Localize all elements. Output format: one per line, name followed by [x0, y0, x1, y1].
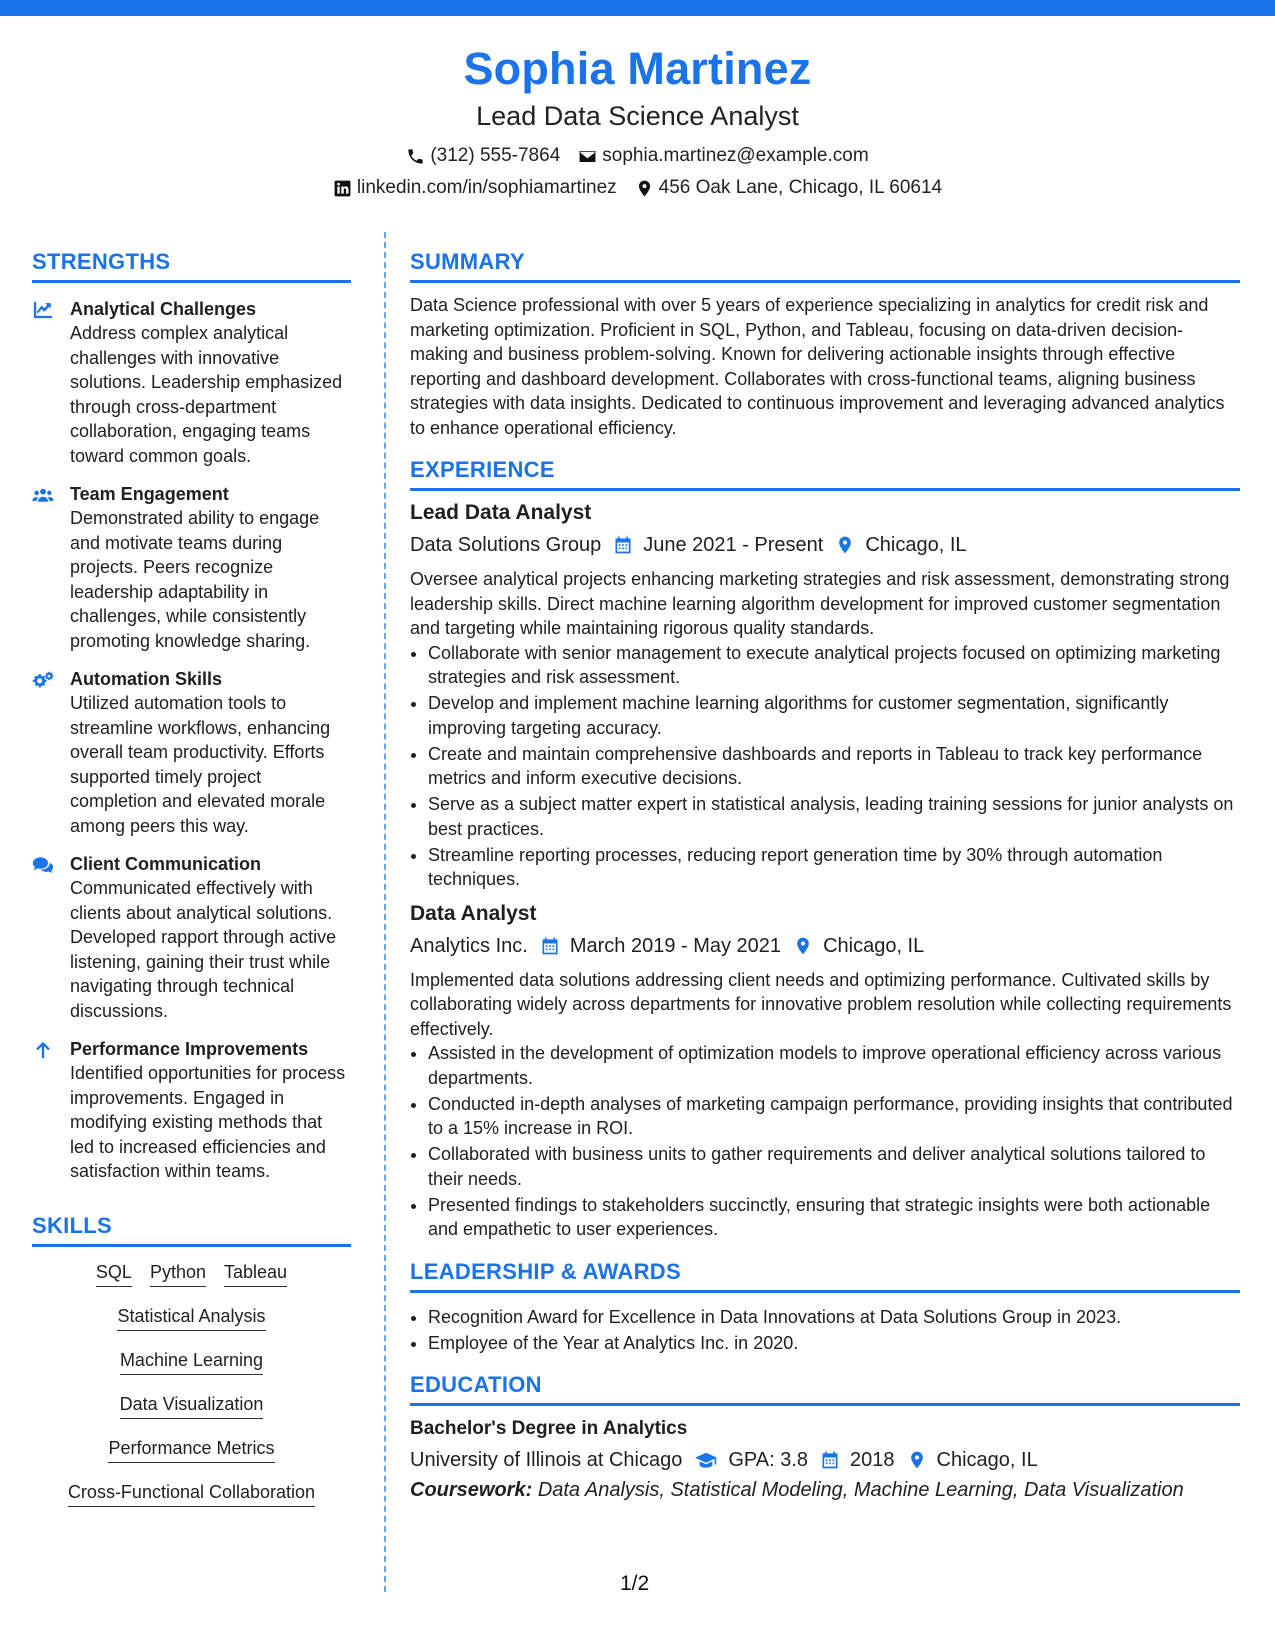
- skill-tag: Statistical Analysis: [117, 1305, 265, 1331]
- strength-item: [32, 852, 351, 1023]
- list-item: • Conducted in-depth analyses of marketing campaign performance, providing insights that contributed to a 15% increase in ROI.: [428, 1092, 1240, 1141]
- envelope-icon: [578, 147, 597, 166]
- address-contact: [635, 176, 942, 200]
- strengths-heading: STRENGTHS: [32, 248, 351, 283]
- skill-tag: Machine Learning: [120, 1349, 263, 1375]
- calendar-icon: [820, 1450, 840, 1470]
- strength-desc: Address complex analytical challenges with innovative solutions. Leadership emphasized through cross-department collaboration, engaging teams toward common goals.: [70, 323, 343, 466]
- comments-icon: [32, 855, 54, 875]
- email-text: sophia.martinez@example.com: [602, 145, 869, 166]
- list-item: • Collaborate with senior management to execute analytical projects focused on optimizing marketing strategies and risk assessment.: [428, 641, 1240, 690]
- phone-text: (312) 555-7864: [430, 145, 561, 166]
- job-company: Data Solutions Group: [410, 534, 602, 556]
- summary-heading: SUMMARY: [410, 248, 1240, 283]
- job-description: Implemented data solutions addressing client needs and optimizing performance. Cultivated skills by collaborating widely across departments for innovative problem resolution while collecting requirements effectively.: [410, 969, 1232, 1039]
- strength-item: [32, 1037, 351, 1184]
- job-dates: March 2019 - May 2021: [569, 934, 782, 957]
- calendar-icon: [540, 936, 560, 956]
- map-pin-icon: [635, 179, 654, 198]
- list-item: • Employee of the Year at Analytics Inc. in 2020.: [428, 1331, 1240, 1356]
- right-column: [410, 248, 1240, 1504]
- summary-text: Data Science professional with over 5 years of experience specializing in analytics for credit risk and marketing optimization. Proficient in SQL, Python, and Tableau, focusing on data-driven decision-making and business problem-solving. Known for delivering actionable insights through effective reporting and dashboard development. Collaborates with cross-functional teams, aligning business strategies with data insights. Dedicated to continuous improvement and leveraging advanced analytics to enhance operational efficiency.: [410, 295, 1225, 438]
- strength-title: Client Communication: [70, 854, 262, 874]
- job-description: Oversee analytical projects enhancing marketing strategies and risk assessment, demonstrating strong leadership skills. Direct machine learning algorithm development for improved customer segmentation and targeting while maintaining rigorous quality standards.: [410, 569, 1230, 638]
- strength-desc: Identified opportunities for process improvements. Engaged in modifying existing methods that led to increased efficiencies and satisfaction within teams.: [70, 1063, 346, 1181]
- list-item: • Collaborated with business units to gather requirements and deliver analytical solutions tailored to their needs.: [428, 1142, 1240, 1191]
- list-item: • Recognition Award for Excellence in Data Innovations at Data Solutions Group in 2023.: [428, 1305, 1240, 1330]
- job-meta: [410, 932, 1240, 960]
- gpa-text: GPA: 3.8: [728, 1449, 809, 1471]
- candidate-title: Lead Data Science Analyst: [476, 101, 799, 131]
- resume-header: [0, 40, 1275, 200]
- school-name: University of Illinois at Chicago: [410, 1449, 683, 1471]
- map-pin-icon: [907, 1450, 927, 1470]
- skill-tag: Python: [150, 1261, 206, 1287]
- education-meta: [410, 1446, 1240, 1474]
- job-location: Chicago, IL: [865, 534, 967, 556]
- strength-item: [32, 482, 351, 653]
- graduation-year: 2018: [850, 1449, 895, 1471]
- job-company: Analytics Inc.: [410, 934, 528, 957]
- job-meta: [410, 531, 1240, 559]
- strength-title: Analytical Challenges: [70, 299, 257, 319]
- list-item: • Develop and implement machine learning algorithms for customer segmentation, significantly improving targeting accuracy.: [428, 691, 1240, 740]
- top-accent-bar: [0, 0, 1275, 16]
- experience-heading: EXPERIENCE: [410, 456, 1240, 491]
- awards-list: [410, 1305, 1240, 1356]
- coursework-label: Coursework:: [410, 1479, 533, 1501]
- list-item: • Streamline reporting processes, reducing report generation time by 30% through automation techniques.: [428, 843, 1240, 892]
- skills-list: [32, 1261, 351, 1507]
- arrow-up-icon: [32, 1040, 54, 1060]
- column-divider: [384, 232, 386, 1592]
- users-icon: [32, 485, 54, 505]
- left-column: [32, 248, 351, 1525]
- calendar-icon: [613, 535, 633, 555]
- strength-item: [32, 297, 351, 468]
- job-location: Chicago, IL: [823, 934, 925, 957]
- skill-tag: SQL: [96, 1261, 132, 1287]
- gears-icon: [32, 670, 54, 690]
- job-title: Data Analyst: [410, 901, 537, 925]
- job-title: Lead Data Analyst: [410, 501, 592, 524]
- list-item: • Presented findings to stakeholders succinctly, ensuring that strategic insights were both actionable and empathetic to user experiences.: [428, 1193, 1240, 1242]
- strength-desc: Demonstrated ability to engage and motivate teams during projects. Peers recognize leadership adaptability in challenges, while consistently promoting knowledge sharing.: [70, 508, 320, 651]
- contact-line-2: [0, 176, 1275, 200]
- skill-tag: Data Visualization: [120, 1393, 264, 1419]
- skill-tag: Cross-Functional Collaboration: [68, 1481, 315, 1507]
- strength-desc: Communicated effectively with clients about analytical solutions. Developed rapport through active listening, gaining their trust while navigating through technical discussions.: [70, 878, 337, 1021]
- school-location: Chicago, IL: [936, 1449, 1038, 1471]
- education-heading: EDUCATION: [410, 1371, 1240, 1406]
- skills-heading: SKILLS: [32, 1212, 351, 1247]
- skill-tag: Tableau: [224, 1261, 287, 1287]
- chart-line-icon: [32, 300, 54, 320]
- job-bullets: [410, 641, 1240, 892]
- degree-title: Bachelor's Degree in Analytics: [410, 1418, 688, 1439]
- map-pin-icon: [835, 535, 855, 555]
- phone-contact[interactable]: [406, 144, 560, 168]
- skill-tag: Performance Metrics: [108, 1437, 274, 1463]
- map-pin-icon: [793, 936, 813, 956]
- strength-desc: Utilized automation tools to streamline workflows, enhancing overall team productivity. Efforts supported timely project completion and elevated morale among peers this way.: [70, 693, 331, 836]
- page-number: 1/2: [620, 1572, 650, 1595]
- leadership-heading: LEADERSHIP & AWARDS: [410, 1258, 1240, 1293]
- strength-title: Team Engagement: [70, 484, 229, 504]
- list-item: • Assisted in the development of optimization models to improve operational efficiency across various departments.: [428, 1041, 1240, 1090]
- linkedin-contact[interactable]: [333, 176, 617, 200]
- list-item: • Serve as a subject matter expert in statistical analysis, leading training sessions for junior analysts on best practices.: [428, 792, 1240, 841]
- linkedin-icon: [333, 179, 352, 198]
- email-contact[interactable]: [578, 144, 868, 168]
- coursework-text: Data Analysis, Statistical Modeling, Machine Learning, Data Visualization: [537, 1479, 1184, 1501]
- candidate-name: Sophia Martinez: [463, 43, 812, 94]
- contact-line-1: [0, 144, 1275, 168]
- address-text: 456 Oak Lane, Chicago, IL 60614: [658, 177, 943, 198]
- list-item: • Create and maintain comprehensive dashboards and reports in Tableau to track key performance metrics and inform executive decisions.: [428, 742, 1240, 791]
- strength-item: [32, 667, 351, 838]
- job-dates: June 2021 - Present: [643, 534, 824, 556]
- graduation-cap-icon: [694, 1450, 718, 1470]
- phone-icon: [406, 147, 425, 166]
- strength-title: Performance Improvements: [70, 1039, 309, 1059]
- strength-title: Automation Skills: [70, 669, 223, 689]
- linkedin-text: linkedin.com/in/sophiamartinez: [356, 177, 617, 198]
- coursework: [410, 1476, 1240, 1504]
- job-bullets: [410, 1041, 1240, 1242]
